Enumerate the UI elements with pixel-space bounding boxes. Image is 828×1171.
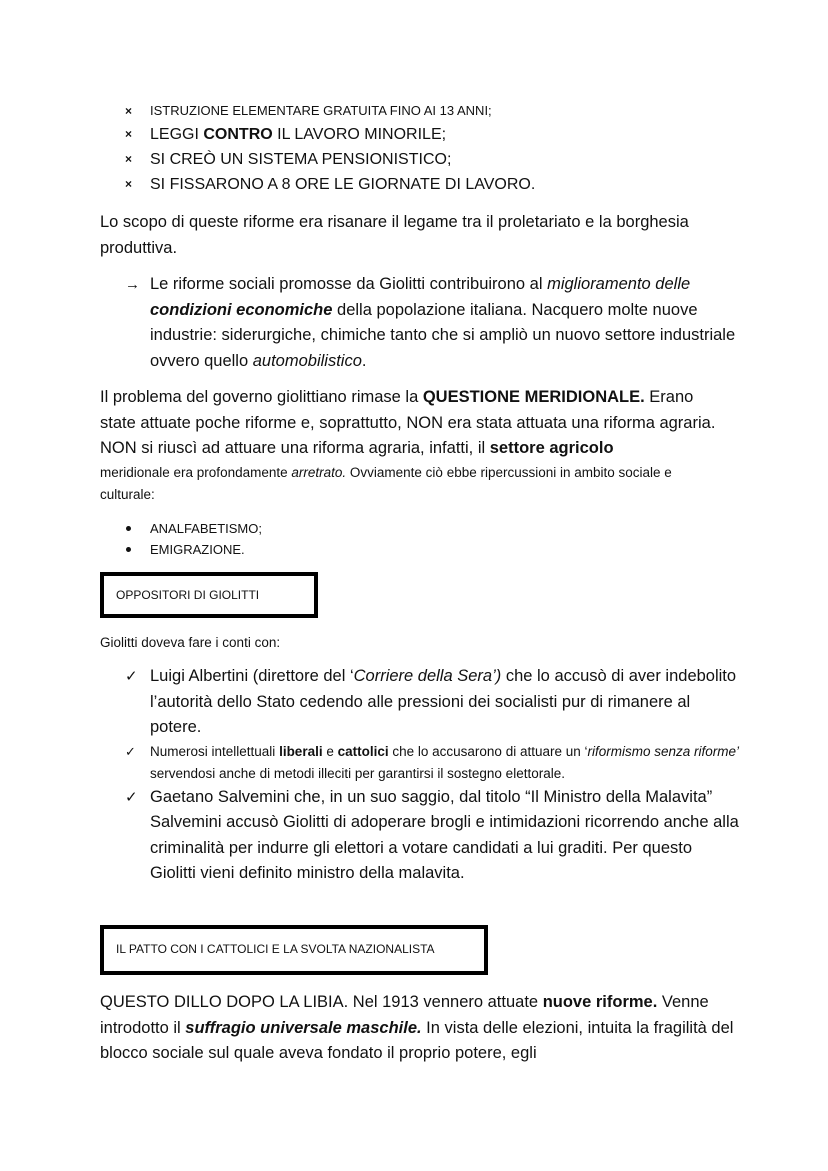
- cross-bullet-icon: ×: [125, 127, 133, 141]
- cross-bullet-icon: ×: [125, 152, 133, 166]
- list-item: EMIGRAZIONE.: [124, 539, 262, 560]
- list-item: × SI FISSARONO A 8 ORE LE GIORNATE DI LAVORO.: [125, 172, 535, 197]
- cross-bullet-icon: ×: [125, 104, 133, 118]
- list-item: ANALFABETISMO;: [124, 518, 262, 539]
- southern-question-paragraph: Il problema del governo giolittiano rimase la QUESTIONE MERIDIONALE. Erano state attuate poche riforme e, soprattutto, NON era stata attuata una riforma agraria. NON si riuscì ad attuare una riforma agraria, infatti, il settore agricolo meridionale era profondamente arretrato. Ovviamente ciò ebbe ripercussioni in ambito sociale e culturale:: [100, 388, 716, 502]
- list-item: × SI CREÒ UN SISTEMA PENSIONISTICO;: [125, 147, 535, 172]
- arrow-bullet-icon: →: [125, 276, 140, 293]
- bullet-dot-icon: [126, 526, 131, 531]
- checkmark-icon: ✓: [125, 788, 138, 806]
- reforms-list: [125, 100, 535, 197]
- checkmark-icon: ✓: [125, 743, 136, 759]
- list-item: ✓ Gaetano Salvemini che, in un suo saggio, dal titolo “Il Ministro della Malavita” Salvemini accusò Giolitti di adoperare brogli e intimidazioni ricorrendo anche alla criminalità per indurre gli elettori a votare candidati a lui graditi. Per questo Giolitti vieni definito ministro della malavita.: [125, 785, 740, 887]
- list-item: ✓ Numerosi intellettuali liberali e cattolici che lo accusarono di attuare un ‘riformismo senza riforme’ servendosi anche di metodi illeciti per garantirsi il sostegno elettorale.: [125, 741, 740, 785]
- scope-paragraph: Lo scopo di queste riforme era risanare il legame tra il proletariato e la borghesia produttiva.: [100, 213, 689, 257]
- consequences-list: [124, 518, 262, 560]
- list-item: ✓ Luigi Albertini (direttore del ‘Corriere della Sera’) che lo accusò di aver indebolito l’autorità dello Stato cedendo alle pressioni dei socialisti pur di rimanere al potere.: [125, 664, 740, 741]
- opponents-list: [125, 664, 740, 887]
- arrow-item: → Le riforme sociali promosse da Giolitti contribuirono al miglioramento delle condizioni economiche della popolazione italiana. Nacquero molte nuove industrie: siderurgiche, chimiche tanto che si ampliò un nuovo settore industriale ovvero quello automobilistico.: [125, 272, 745, 374]
- list-item: × LEGGI CONTRO IL LAVORO MINORILE;: [125, 122, 535, 147]
- bullet-dot-icon: [126, 547, 131, 552]
- final-paragraph: QUESTO DILLO DOPO LA LIBIA. Nel 1913 vennero attuate nuove riforme. Venne introdotto il suffragio universale maschile. In vista delle elezioni, intuita la fragilità del blocco sociale sul quale aveva fondato il proprio potere, egli: [100, 993, 734, 1062]
- section-box-opponents: OPPOSITORI DI GIOLITTI: [100, 572, 318, 618]
- list-item: × ISTRUZIONE ELEMENTARE GRATUITA FINO AI 13 ANNI;: [125, 100, 535, 122]
- checkmark-icon: ✓: [125, 668, 138, 685]
- section-box-catholic-pact: IL PATTO CON I CATTOLICI E LA SVOLTA NAZIONALISTA: [100, 925, 488, 975]
- cross-bullet-icon: ×: [125, 177, 133, 191]
- opponents-intro: Giolitti doveva fare i conti con:: [100, 635, 281, 650]
